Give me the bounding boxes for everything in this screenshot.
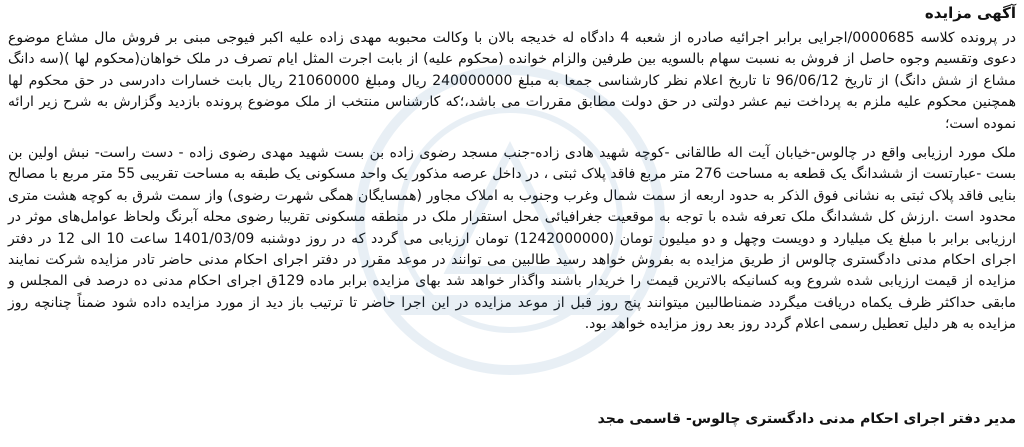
notice-signature: مدیر دفتر اجرای احکام مدنی دادگستری چالوس- قاسمی مجد (597, 411, 1016, 427)
notice-paragraph-case: در پرونده کلاسه 0000685/اجرایی برابر اجرائیه صادره از شعبه 4 دادگاه له خدیجه بالان با وکالت محبوبه مهدی زاده علیه اکبر فیوجی مبنی بر فروش مال مشاع موضوع دعوی وتقسیم وجوه حاصل از فروش به نسبت سهام بالسویه بین طرفین والزام خوانده (محکوم علیه) از بابت اجرت المثل ایام تصرف در ملک خواهان(محکوم لها )(سه دانگ مشاع از شش دانگ) از تاریخ 96/06/12 تا تاریخ اعلام نظر کارشناسی جمعا به مبلغ 240000000 ریال ومبلغ 21060000 ریال بابت خسارات دادرسی در حق محکوم لها همچنین محکوم علیه ملزم به پرداخت نیم عشر دولتی در حق دولت مطابق مقررات می باشد،؛که کارشناس منتخب از ملک موضوع پرونده بازدید وگزارش به شرح زیر ارائه نموده است؛ (8, 30, 1017, 132)
notice-title: آگهی مزایده (924, 4, 1016, 22)
notice-paragraph-property: ملک مورد ارزیابی واقع در چالوس-خیابان آیت اله طالقانی -کوچه شهید هادی زاده-جنب مسجد رضوی زاده بن بست شهید مهدی رضوی زاده - دست راست- نبش اولین بن بست -عبارتست از ششدانگ یک قطعه به مساحت 276 متر مربع فاقد پلاک ثبتی ، در داخل عرصه مذکور یک واحد مسکونی یک طبقه به مساحت تقریبی 55 متر مربع با مصالح بنایی فاقد پلاک ثبتی به نشانی فوق الذکر به حدود اربعه از سمت شمال وغرب وجنوب به املاک مجاور (همسایگان همگی شهرت رضوی) واز سمت شرق به کوچه هشت متری محدود است .ارزش کل ششدانگ ملک تعرفه شده با توجه به موقعیت جغرافیائی محل استقرار ملک در منطقه مسکونی تقریبا رضوی محله آبرنگ ولحاظ عوامل‌های موثر در ارزیابی برابر با مبلغ یک میلیارد و دویست وچهل و دو میلیون تومان (1242000000) تومان ارزیابی می گردد که در روز دوشنبه 1401/03/09 ساعت 10 الی 12 در دفتر اجرای احکام مدنی دادگستری چالوس از طریق مزایده به بفروش خواهد رسید طالبین می توانند در موعد مقرر در دفتر اجرای احکام مدنی حاضر تادر مزایده شرکت نمایند مزایده از قیمت ارزیابی شده شروع وبه کسانیکه بالاترین قیمت را خریدار باشند واگذار خواهد شد بهای مزایده برابر ماده 129ق اجرای احکام مدنی ده درصد فی المجلس و مابقی حداکثر ظرف یکماه دریافت میگردد ضمنا‌طالبین میتوانند پنج روز قبل از موعد مزایده در این اجرا حاضر تا ترتیب باز دید از مورد مزایده داده شود ضمناً چنانچه روز مزایده به هر دلیل تعطیل رسمی اعلام گردد روز بعد روز مزایده خواهد بود. (8, 145, 1017, 333)
